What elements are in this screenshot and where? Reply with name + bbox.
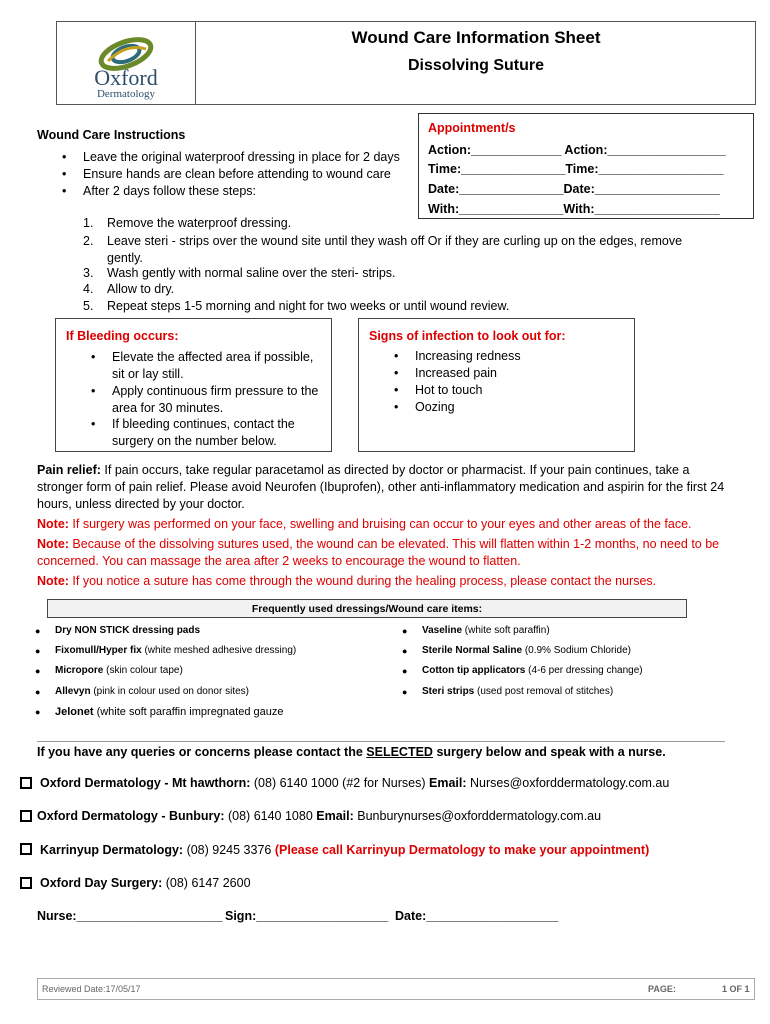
note-label: Note: <box>37 537 69 551</box>
checkbox-day-surgery[interactable] <box>20 877 32 889</box>
checkbox-bunbury[interactable] <box>20 810 32 822</box>
dressings-header: Frequently used dressings/Wound care items: <box>47 599 687 618</box>
infection-text: Increased pain <box>415 366 498 380</box>
bullet-text: Ensure hands are clean before attending to wound care <box>83 167 391 181</box>
note-label: Note: <box>37 517 69 531</box>
note-paragraph <box>37 536 737 570</box>
bullet-text: After 2 days follow these steps: <box>83 184 257 198</box>
date-field[interactable]: Date:___________________ <box>395 909 559 923</box>
bullet-icon: ● <box>35 666 41 676</box>
logo-text: Oxford <box>94 65 158 90</box>
surgery-name: Oxford Dermatology - Mt hawthorn: <box>40 776 251 790</box>
step-number: 4. <box>83 282 94 296</box>
dressing-name: Micropore <box>55 665 104 676</box>
dressing-item <box>35 706 284 718</box>
surgery-name: Oxford Day Surgery: <box>40 876 163 890</box>
surgery-email[interactable]: Bunburynurses@oxforddermatology.com.au <box>353 809 602 823</box>
page-subtitle: Dissolving Suture <box>407 57 545 74</box>
bleeding-item <box>91 416 327 449</box>
infection-item <box>394 383 483 397</box>
checkbox-mt-hawthorn[interactable] <box>20 777 32 789</box>
reviewed-date: Reviewed Date:17/05/17 <box>42 984 141 994</box>
step-text: Leave steri - strips over the wound site until they wash off Or if they are curling up on the edges, remove gently. <box>107 234 683 265</box>
dressing-desc: (white soft paraffin) <box>462 625 550 636</box>
dressing-item <box>35 686 249 697</box>
surgery-name: Oxford Dermatology - Bunbury: <box>37 809 225 823</box>
step-number: 2. <box>83 234 94 248</box>
infection-text: Hot to touch <box>415 383 483 397</box>
dressing-desc: (skin colour tape) <box>103 665 183 676</box>
step-number: 1. <box>83 216 94 230</box>
bleeding-item <box>91 349 327 382</box>
email-label: Email: <box>316 809 354 823</box>
step-item <box>83 299 510 313</box>
page-label: PAGE: <box>648 984 676 994</box>
dressing-item <box>402 665 643 676</box>
dressing-item <box>35 625 201 636</box>
infection-text: Increasing redness <box>415 349 521 363</box>
appointment-action-line[interactable]: Action:_____________ Action:_________________ <box>428 143 726 157</box>
dressing-item <box>402 625 550 636</box>
bullet-icon: • <box>62 150 67 164</box>
checkbox-karrinyup[interactable] <box>20 843 32 855</box>
dressing-item <box>35 665 183 676</box>
dressing-name: Jelonet <box>55 706 94 718</box>
dressing-item <box>402 686 614 697</box>
bleeding-text: Elevate the affected area if possible, sit or lay still. <box>112 350 314 381</box>
dressing-desc: (4-6 per dressing change) <box>525 665 643 676</box>
bullet-icon: • <box>62 184 67 198</box>
note-text: If surgery was performed on your face, swelling and bruising can occur to your eyes and other areas of the face. <box>68 517 692 531</box>
note-text: Because of the dissolving sutures used, the wound can be elevated. This will flatten within 1-2 months, no need to be concerned. You can massage the area after 2 weeks to encourage the wound to flatten. <box>37 537 720 568</box>
bullet-icon: ● <box>402 666 408 676</box>
bullet-icon: • <box>394 383 399 397</box>
contact-day-surgery <box>40 876 251 890</box>
page-number: 1 OF 1 <box>722 984 750 994</box>
infection-item <box>394 400 455 414</box>
bullet-icon: • <box>91 417 96 431</box>
contact-bunbury <box>37 809 601 823</box>
dressing-name: Vaseline <box>422 625 463 636</box>
note-label: Note: <box>37 574 69 588</box>
bullet-icon: ● <box>35 707 41 717</box>
nurse-field[interactable]: Nurse:_____________________ <box>37 909 223 923</box>
contact-mt-hawthorn <box>40 776 669 790</box>
footer <box>37 978 755 1000</box>
dressing-name: Fixomull/Hyper fix <box>55 645 142 656</box>
note-paragraph <box>37 516 737 533</box>
step-number: 3. <box>83 266 94 280</box>
instruction-bullet <box>62 184 257 198</box>
contact-intro-text: If you have any queries or concerns please contact the <box>37 745 367 759</box>
bleeding-text: If bleeding continues, contact the surgery on the number below. <box>112 417 295 448</box>
surgery-phone: (08) 6140 1000 (#2 for Nurses) <box>250 776 429 790</box>
dressing-item <box>35 645 297 656</box>
surgery-note: (Please call Karrinyup Dermatology to make your appointment) <box>274 843 650 857</box>
appointment-time-line[interactable]: Time:_______________Time:__________________ <box>428 162 724 176</box>
pain-relief-label: Pain relief: <box>37 463 101 477</box>
bullet-icon: ● <box>402 626 408 636</box>
contact-intro-selected: SELECTED <box>366 745 433 759</box>
infection-title: Signs of infection to look out for: <box>369 329 566 343</box>
infection-item <box>394 366 498 380</box>
step-item <box>83 282 175 296</box>
logo <box>56 21 196 105</box>
dressing-name: Steri strips <box>422 686 475 697</box>
bullet-icon: • <box>394 349 399 363</box>
bullet-icon: ● <box>402 646 408 656</box>
contact-intro-text: surgery below and speak with a nurse. <box>432 745 666 759</box>
email-label: Email: <box>429 776 467 790</box>
infection-text: Oozing <box>415 400 455 414</box>
dressing-name: Cotton tip applicators <box>422 665 526 676</box>
infection-item <box>394 349 521 363</box>
contact-karrinyup <box>40 843 649 857</box>
bleeding-text: Apply continuous firm pressure to the area for 30 minutes. <box>112 384 319 415</box>
step-text: Wash gently with normal saline over the steri- strips. <box>107 266 396 280</box>
dressing-desc: (pink in colour used on donor sites) <box>90 686 249 697</box>
bullet-icon: • <box>91 350 96 364</box>
step-text: Remove the waterproof dressing. <box>107 216 292 230</box>
step-item <box>83 216 292 230</box>
step-number: 5. <box>83 299 94 313</box>
divider <box>37 741 725 742</box>
pain-relief-paragraph <box>37 462 737 513</box>
dressing-desc: (white meshed adhesive dressing) <box>141 645 297 656</box>
instruction-bullet <box>62 167 391 181</box>
surgery-name: Karrinyup Dermatology: <box>40 843 184 857</box>
sign-field[interactable]: Sign:___________________ <box>225 909 389 923</box>
dressing-desc: (white soft paraffin impregnated gauze <box>93 706 284 718</box>
step-text: Repeat steps 1-5 morning and night for two weeks or until wound review. <box>107 299 510 313</box>
dressing-desc: (used post removal of stitches) <box>474 686 614 697</box>
appointment-date-line[interactable]: Date:_______________Date:__________________ <box>428 182 720 196</box>
contact-intro <box>37 745 666 759</box>
surgery-phone: (08) 6140 1080 <box>224 809 317 823</box>
dressing-name: Allevyn <box>55 686 91 697</box>
dressing-desc: (0.9% Sodium Chloride) <box>522 645 631 656</box>
step-text: Allow to dry. <box>107 282 175 296</box>
step-item <box>83 233 717 266</box>
bullet-text: Leave the original waterproof dressing in place for 2 days <box>83 150 400 164</box>
page-title: Wound Care Information Sheet <box>351 28 601 47</box>
surgery-phone: (08) 6147 2600 <box>162 876 251 890</box>
bleeding-item <box>91 383 327 416</box>
bullet-icon: • <box>91 384 96 398</box>
dressing-name: Dry NON STICK dressing pads <box>55 625 201 636</box>
note-paragraph <box>37 573 737 590</box>
bullet-icon: ● <box>35 646 41 656</box>
instruction-bullet <box>62 150 400 164</box>
appointment-with-line[interactable]: With:_______________With:__________________ <box>428 202 720 216</box>
bullet-icon: • <box>394 400 399 414</box>
bullet-icon: • <box>62 167 67 181</box>
dressing-item <box>402 645 631 656</box>
surgery-phone: (08) 9245 3376 <box>183 843 275 857</box>
bullet-icon: ● <box>402 687 408 697</box>
bleeding-title: If Bleeding occurs: <box>66 329 179 343</box>
bullet-icon: ● <box>35 626 41 636</box>
dressing-name: Sterile Normal Saline <box>422 645 523 656</box>
bullet-icon: • <box>394 366 399 380</box>
appointment-title: Appointment/s <box>428 121 516 135</box>
surgery-email[interactable]: Nurses@oxforddermatology.com.au <box>466 776 670 790</box>
instructions-heading: Wound Care Instructions <box>37 128 186 142</box>
pain-relief-text: If pain occurs, take regular paracetamol as directed by doctor or pharmacist. If your pain continues, take a stronger form of pain relief. Please avoid Neurofen (Ibuprofen), other anti-inflammatory medication and aspirin for the first 24 hours, unless directed by your doctor. <box>37 463 725 511</box>
bullet-icon: ● <box>35 687 41 697</box>
logo-subtext: Dermatology <box>96 88 156 100</box>
step-item <box>83 266 396 280</box>
note-text: If you notice a suture has come through the wound during the healing process, please contact the nurses. <box>68 574 657 588</box>
